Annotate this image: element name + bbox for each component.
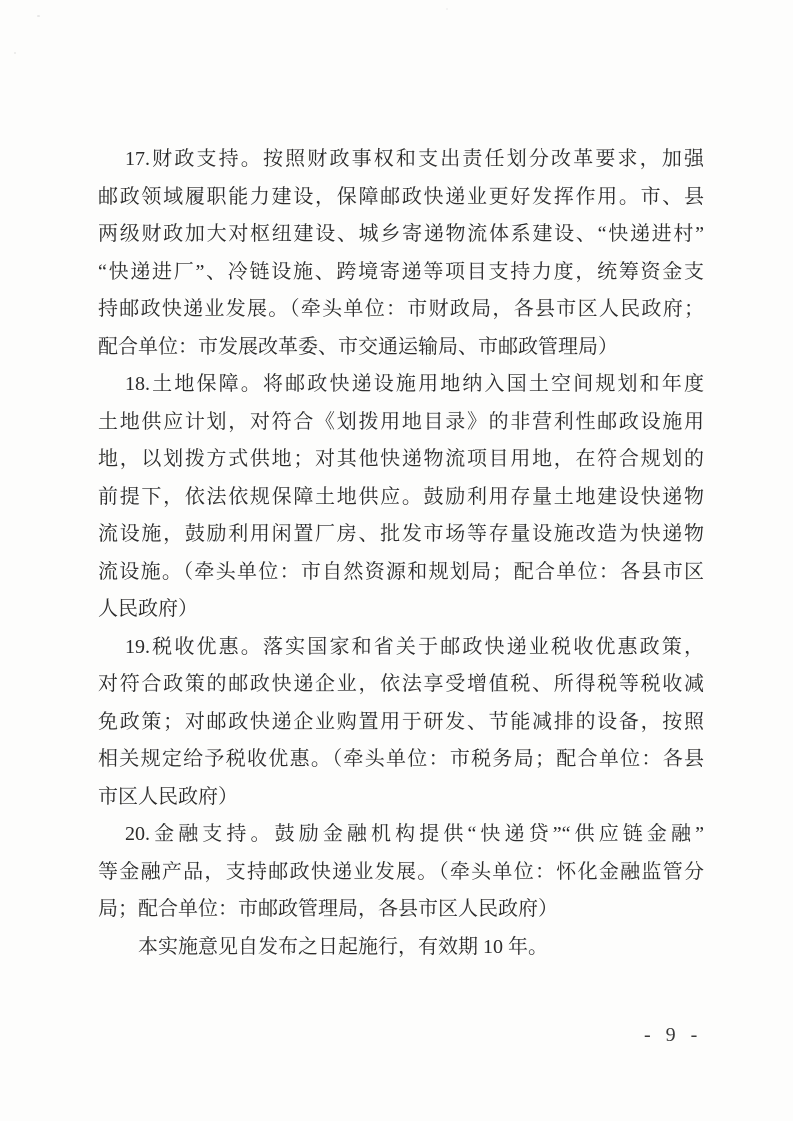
paragraph-17-line-4: “快递进厂”、冷链设施、跨境寄递等项目支持力度，统筹资金支: [98, 260, 704, 283]
paragraph-18-line-5: 流设施，鼓励利用闲置厂房、批发市场等存量设施改造为快递物: [98, 523, 704, 545]
paragraph-18-line-7: 人民政府）: [98, 598, 198, 620]
paragraph-17-line-5: 持邮政快递业发展。（牵头单位：市财政局，各县市区人民政府；: [98, 298, 704, 320]
paragraph-18-line-6: 流设施。（牵头单位：市自然资源和规划局；配合单位：各县市区: [98, 560, 704, 583]
paragraph-19-line-4: 相关规定给予税收优惠。（牵头单位：市税务局；配合单位：各县: [98, 748, 704, 770]
paragraph-19-line-5: 市区人民政府）: [98, 785, 238, 808]
paragraph-17-line-1: 17.财政支持。按照财政事权和支出责任划分改革要求，加强: [125, 148, 704, 170]
paragraph-17-fiscal-support: [98, 141, 704, 366]
paragraph-17-line-3: 两级财政加大对枢纽建设、城乡寄递物流体系建设、“快递进村”: [98, 223, 704, 245]
paragraph-20-financial-support: [98, 816, 704, 929]
scan-artifact: [446, 8, 448, 10]
document-body: [98, 141, 704, 966]
closing-paragraph: [98, 929, 704, 967]
paragraph-19-line-3: 免政策；对邮政快递企业购置用于研发、节能减排的设备，按照: [98, 710, 704, 733]
paragraph-19-tax-incentives: [98, 629, 704, 817]
scan-artifact: [14, 52, 16, 54]
paragraph-19-line-1: 19.税收优惠。落实国家和省关于邮政快递业税收优惠政策，: [125, 635, 704, 658]
paragraph-20-line-2: 等金融产品，支持邮政快递业发展。（牵头单位：怀化金融监管分: [98, 860, 704, 883]
paragraph-17-line-2: 邮政领域履职能力建设，保障邮政快递业更好发挥作用。市、县: [98, 185, 704, 208]
paragraph-18-line-1: 18.土地保障。将邮政快递设施用地纳入国土空间规划和年度: [125, 373, 704, 395]
paragraph-18-line-4: 前提下，依法依规保障土地供应。鼓励利用存量土地建设快递物: [98, 485, 704, 508]
closing-line: 本实施意见自发布之日起施行，有效期 10 年。: [138, 935, 548, 958]
paragraph-18-line-3: 地，以划拨方式供地；对其他快递物流项目用地，在符合规划的: [98, 448, 704, 470]
page-number: - 9 -: [644, 1024, 703, 1046]
scan-artifact: [37, 15, 40, 17]
paragraph-20-line-1: 20.金融支持。鼓励金融机构提供“快递贷”“供应链金融”: [125, 823, 704, 845]
paragraph-18-land-guarantee: [98, 366, 704, 629]
paragraph-19-line-2: 对符合政策的邮政快递企业，依法享受增值税、所得税等税收减: [98, 673, 704, 695]
paragraph-20-line-3: 局；配合单位：市邮政管理局，各县市区人民政府）: [98, 898, 558, 920]
paragraph-17-line-6: 配合单位：市发展改革委、市交通运输局、市邮政管理局）: [98, 335, 618, 358]
paragraph-18-line-2: 土地供应计划，对符合《划拨用地目录》的非营利性邮政设施用: [98, 410, 704, 433]
